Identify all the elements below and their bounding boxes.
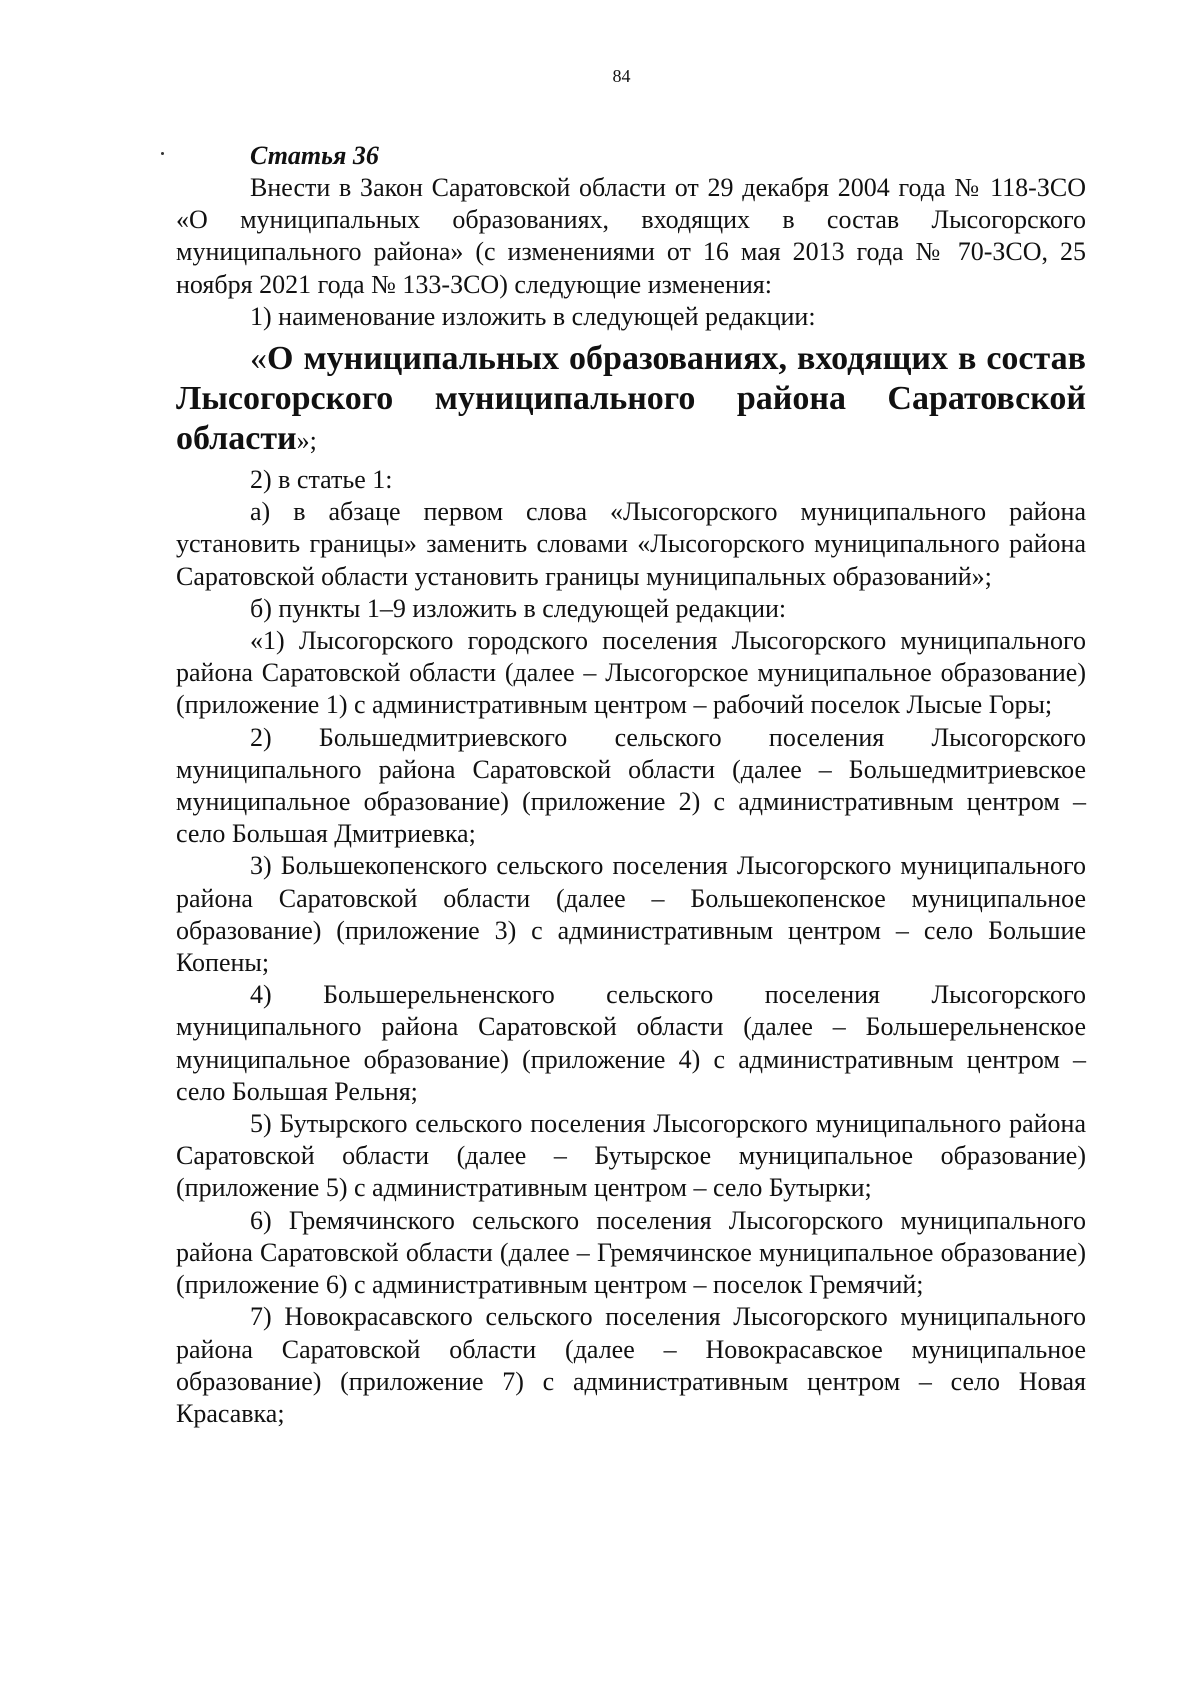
new-law-title-close: »; [296, 426, 317, 456]
item-1: 1) наименование изложить в следующей редакции: [250, 301, 816, 331]
point-6: 6) Гремячинского сельского поселения Лысогорского муниципального района Саратовской области (далее – Гремячинское муниципальное образование) (приложение 6) с административным центром – поселок Гремячий; [176, 1205, 1086, 1300]
page-number: 84 [612, 66, 631, 86]
point-2: 2) Большедмитриевского сельского поселения Лысогорского муниципального района Саратовской области (далее – Большедмитриевское муниципальное образование) (приложение 2) с административным центром – село Большая Дмитриевка; [176, 722, 1086, 849]
point-1: «1) Лысогорского городского поселения Лысогорского муниципального района Саратовской области (далее – Лысогорское муниципальное образование) (приложение 1) с административным центром – рабочий поселок Лысые Горы; [176, 626, 1086, 720]
point-4: 4) Большерельненского сельского поселения Лысогорского муниципального района Саратовской области (далее – Большерельненское муниципальное образование) (приложение 4) с административным центром – село Большая Рельня; [176, 980, 1086, 1106]
new-law-title-text: О муниципальных образованиях, входящих в состав Лысогорского муниципального района Саратовской области [176, 340, 1086, 458]
item-2: 2) в статье 1: [250, 465, 393, 495]
new-law-title [176, 339, 1086, 461]
new-law-title-open-quote: « [250, 340, 267, 378]
intro-paragraph: Внести в Закон Саратовской области от 29 декабря 2004 года № 118-ЗСО «О муниципальных образованиях, входящих в состав Лысогорского муниципального района» (с изменениями от 16 мая 2013 года № 70-ЗСО, 25 ноября 2021 года № 133-ЗСО) следующие изменения: [176, 173, 1086, 299]
item-2b: б) пункты 1–9 изложить в следующей редакции: [250, 593, 787, 623]
item-2a: а) в абзаце первом слова «Лысогорского муниципального района установить границы» заменить словами «Лысогорского муниципального района Саратовской области установить границы муниципальных образований»; [176, 497, 1086, 591]
document-body [176, 140, 1086, 1430]
point-3: 3) Большекопенского сельского поселения Лысогорского муниципального района Саратовской области (далее – Большекопенское муниципальное образование) (приложение 3) с административным центром – село Большие Копены; [176, 851, 1086, 978]
point-7: 7) Новокрасавского сельского поселения Лысогорского муниципального района Саратовской области (далее – Новокрасавское муниципальное образование) (приложение 7) с административным центром – село Новая Красавка; [176, 1302, 1086, 1428]
article-heading: Статья 36 [250, 141, 379, 170]
point-5: 5) Бутырского сельского поселения Лысогорского муниципального района Саратовской области (далее – Бутырское муниципальное образование) (приложение 5) с административным центром – село Бутырки; [176, 1109, 1086, 1203]
scan-speck [161, 152, 164, 155]
